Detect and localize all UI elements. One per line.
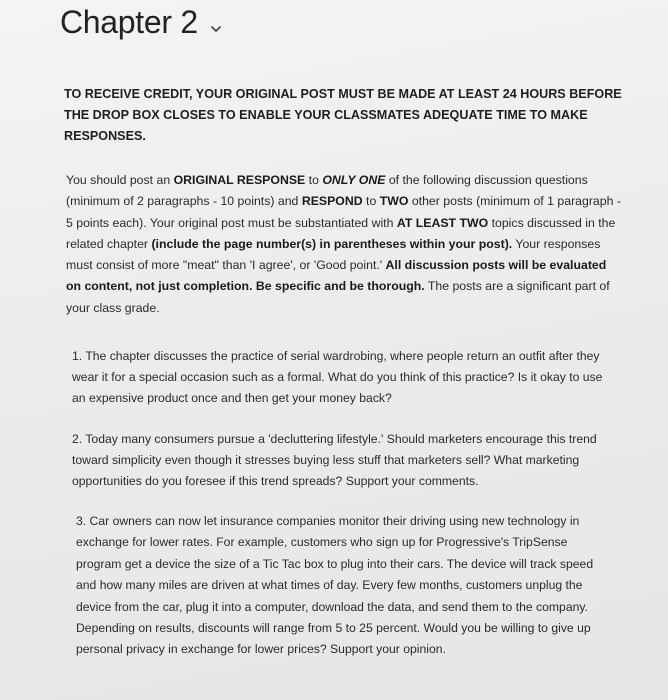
instructions-text: The posts are a significant part of your class grade. bbox=[66, 279, 610, 315]
instructions-text: other posts (minimum of 1 paragraph - 5 points each). Your original post must be substantiated with bbox=[66, 194, 621, 230]
instructions-emphasis: TWO bbox=[379, 194, 409, 209]
instructions-text: Your responses must consist of more "meat" than 'I agree', or 'Good point.' bbox=[66, 236, 601, 273]
discussion-question-3: 3. Car owners can now let insurance companies monitor their driving using new technology in exchange for lower rates. For example, customers who sign up for Progressive's TripSense program get a device the size of a Tic Tac box to plug into their cars. The device will track speed and how many miles are driven at what times of day. Every few months, customers unplug the device from the car, plug it into a computer, download the data, and send them to the company. Depending on results, discounts will range from 5 to 25 percent. Would you be willing to give up personal privacy in exchange for lower prices? Support your opinion. bbox=[76, 514, 594, 657]
chapter-header[interactable] bbox=[60, 4, 222, 41]
instructions-text: to bbox=[305, 173, 323, 187]
instructions-emphasis: RESPOND bbox=[301, 194, 363, 209]
instructions-text: to bbox=[362, 194, 380, 209]
discussion-question-2: 2. Today many consumers pursue a 'decluttering lifestyle.' Should marketers encourage this trend toward simplicity even though it stresses buying less stuff that marketers sell? What marketing opportunities do you foresee if this trend spreads? Support your comments. bbox=[72, 432, 597, 488]
instructions-text: topics discussed in the related chapter bbox=[66, 215, 616, 251]
instructions-text: You should post an bbox=[66, 173, 174, 187]
credit-notice: TO RECEIVE CREDIT, YOUR ORIGINAL POST MUST BE MADE AT LEAST 24 HOURS BEFORE THE DROP BOX CLOSES TO ENABLE YOUR CLASSMATES ADEQUATE TIME TO MAKE RESPONSES. bbox=[64, 87, 622, 143]
instructions-emphasis: (include the page number(s) in parentheses within your post). bbox=[151, 236, 513, 251]
instructions-emphasis: ONLY ONE bbox=[322, 173, 386, 187]
discussion-question-1: 1. The chapter discusses the practice of serial wardrobing, where people return an outfit after they wear it for a special occasion such as a formal. What do you think of this practice? Is it okay to use an expensive product once and then get your money back? bbox=[72, 349, 603, 405]
instructions-text: of the following discussion questions (minimum of 2 paragraphs - 10 points) and bbox=[66, 173, 588, 209]
chevron-down-icon[interactable] bbox=[210, 21, 222, 31]
instructions-paragraph bbox=[66, 170, 622, 319]
instructions-emphasis: All discussion posts will be evaluated on content, not just completion. Be specific and be thorough. bbox=[66, 258, 607, 294]
instructions-emphasis: AT LEAST TWO bbox=[396, 215, 489, 230]
instructions-emphasis: ORIGINAL RESPONSE bbox=[173, 173, 306, 187]
chapter-title: Chapter 2 bbox=[60, 4, 198, 40]
